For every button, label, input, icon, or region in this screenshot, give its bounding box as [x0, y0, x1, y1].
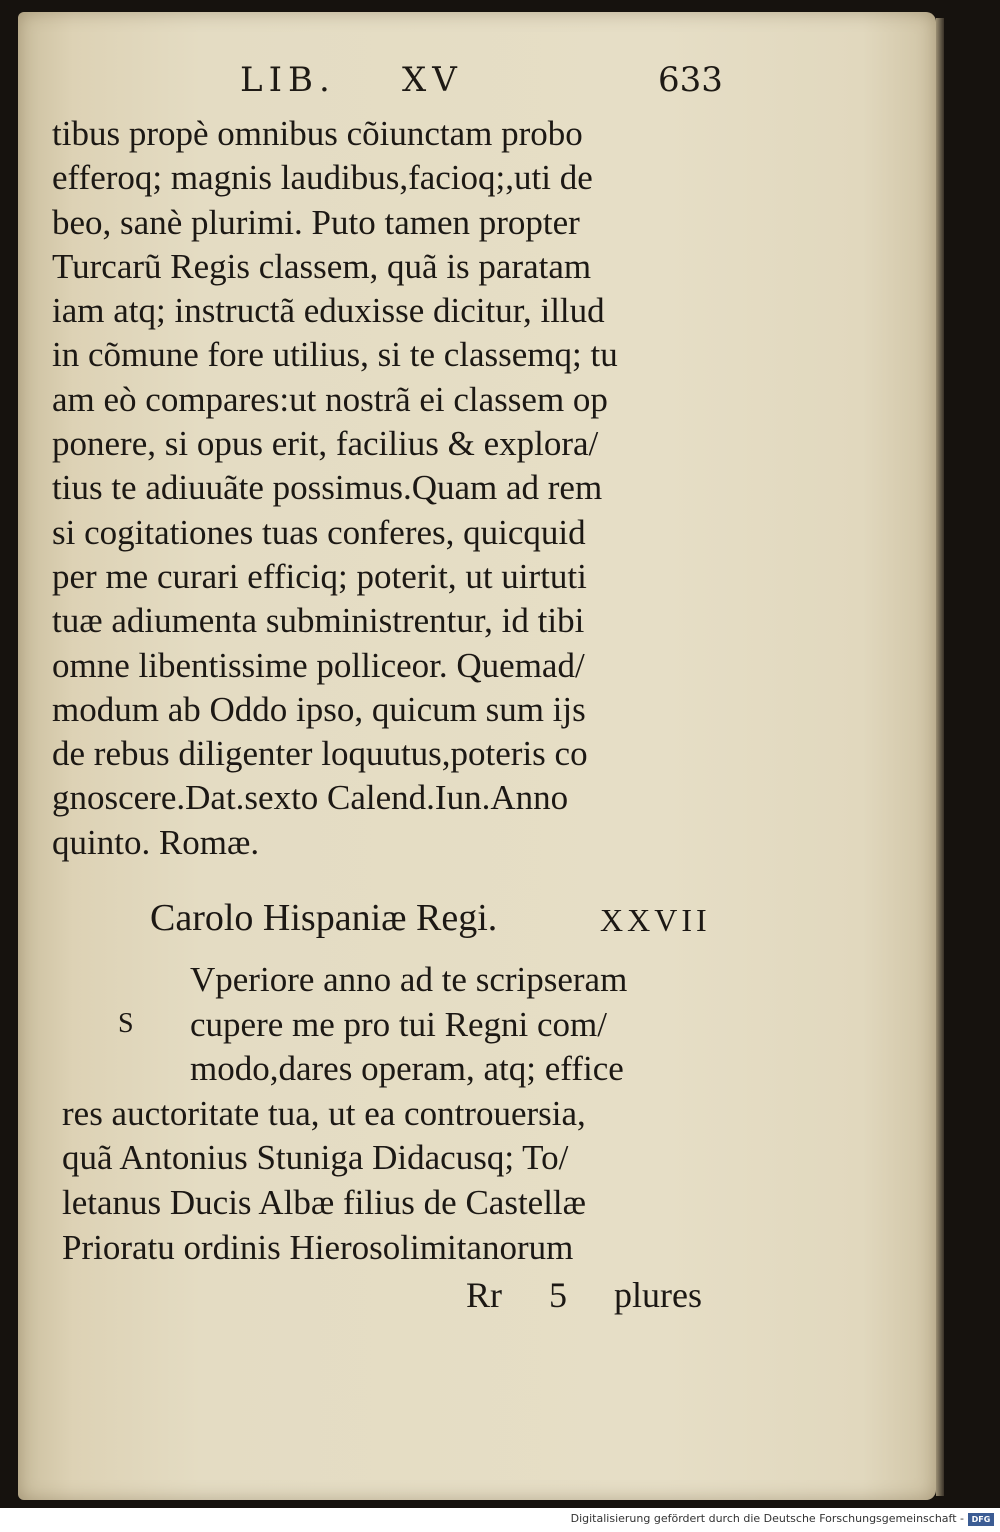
letter-heading [150, 896, 740, 940]
text-line: per me curari efficiq; poterit, ut uirtuti [52, 556, 587, 596]
text-line: quinto. Romæ. [52, 822, 260, 862]
funding-credit: Digitalisierung gefördert durch die Deutsche Forschungsgemeinschaft - [570, 1512, 964, 1525]
text-line: de rebus diligenter loquutus,poteris co [52, 734, 588, 774]
text-line: Prioratu ordinis Hierosolimitanorum [62, 1227, 574, 1267]
letter-addressee: Carolo Hispaniæ Regi. [150, 897, 498, 939]
running-head-book-number: XV [402, 60, 463, 100]
text-line: modo,dares operam, atq; effice [190, 1049, 624, 1089]
text-line: tibus propè omnibus cõiunctam probo [52, 114, 583, 153]
text-line: omne libentissime polliceor. Quemad/ [52, 645, 585, 685]
text-line: letanus Ducis Albæ filius de Castellæ [62, 1182, 586, 1222]
text-line: cupere me pro tui Regni com/ [190, 1004, 607, 1044]
letter-body [62, 958, 742, 1270]
text-line: efferoq; magnis laudibus,facioq;,uti de [52, 158, 593, 198]
letter-number: XXVII [600, 902, 711, 938]
catchword: plures [614, 1275, 702, 1315]
text-line: res auctoritate tua, ut ea controuersia, [62, 1093, 586, 1133]
initial-letter-guide: S [118, 1008, 134, 1039]
signature-mark: Rr [466, 1275, 502, 1315]
text-line: Turcarũ Regis classem, quã is paratam [52, 246, 592, 286]
running-head-lib: LIB. [240, 60, 336, 100]
running-head [240, 60, 740, 110]
text-line: gnoscere.Dat.sexto Calend.Iun.Anno [52, 778, 569, 818]
text-line: ponere, si opus erit, facilius & explora/ [52, 424, 599, 464]
text-line: beo, sanè plurimi. Puto tamen propter [52, 202, 580, 242]
text-line: tuæ adiumenta subministrentur, id tibi [52, 601, 585, 641]
text-line: tius te adiuuãte possimus.Quam ad rem [52, 468, 603, 508]
text-line: iam atq; instructã eduxisse dicitur, illud [52, 291, 605, 331]
letter-body-previous [52, 112, 732, 865]
text-line: in cõmune fore utilius, si te classemq; tu [52, 335, 618, 375]
text-line: modum ab Oddo ipso, quicum sum ijs [52, 689, 586, 729]
text-line: am eò compares:ut nostrã ei classem op [52, 379, 608, 419]
text-line: si cogitationes tuas conferes, quicquid [52, 512, 586, 552]
signature-number: 5 [549, 1275, 567, 1315]
text-line: quã Antonius Stuniga Didacusq; To/ [62, 1138, 569, 1178]
dfg-logo: DFG [968, 1513, 994, 1526]
digitization-footer [0, 1508, 1000, 1532]
page-number: 633 [658, 60, 723, 100]
page-edge-shadow [936, 18, 944, 1496]
text-line: Vperiore anno ad te scripseram [190, 960, 628, 999]
catchword-line [466, 1274, 702, 1316]
